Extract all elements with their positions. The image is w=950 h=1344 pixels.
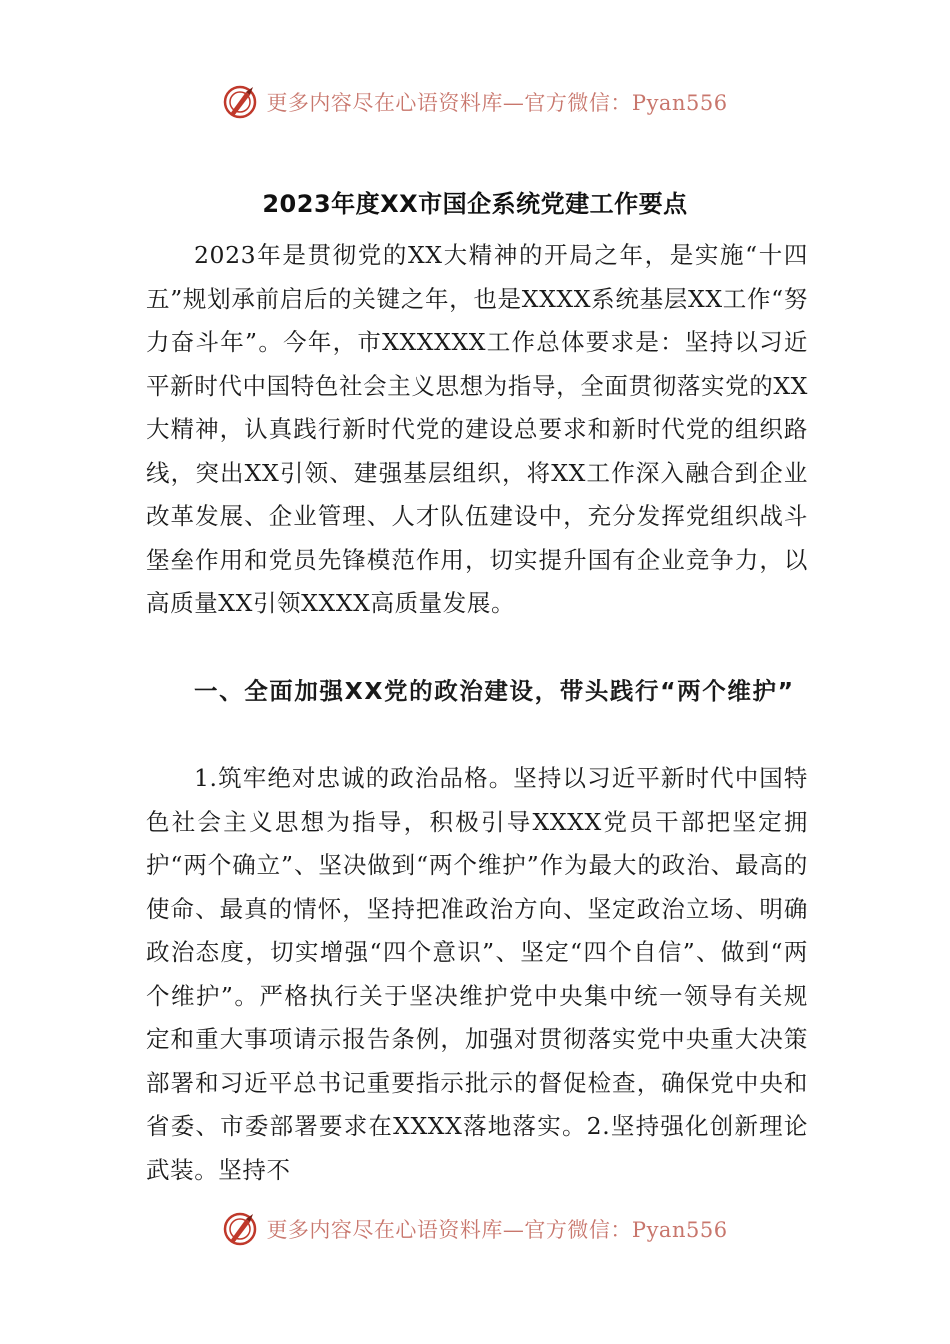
watermark-banner-bottom: [0, 1207, 950, 1251]
document-title: 2023年度XX市国企系统党建工作要点: [262, 190, 688, 219]
section-heading: 一、全面加强XX党的政治建设，带头践行“两个维护”: [194, 677, 795, 705]
intro-paragraph: 2023年是贯彻党的XX大精神的开局之年，是实施“十四五”规划承前启后的关键之年，也是XXXX系统基层XX工作“努力奋斗年”。今年，市XXXXXX工作总体要求是：坚持以习近平新时代中国特色社会主义思想为指导，全面贯彻落实党的XX大精神，认真践行新时代党的建设总要求和新时代党的组织路线，突出XX引领、建强基层组织，将XX工作深入融合到企业改革发展、企业管理、人才队伍建设中，充分发挥党组织战斗堡垒作用和党员先锋模范作用，切实提升国有企业竞争力，以高质量XX引领XXXX高质量发展。: [146, 241, 808, 617]
section-paragraph: 1.筑牢绝对忠诚的政治品格。坚持以习近平新时代中国特色社会主义思想为指导，积极引导XXXX党员干部把坚定拥护“两个确立”、坚决做到“两个维护”作为最大的政治、最高的使命、最真的情怀，坚持把准政治方向、坚定政治立场、明确政治态度，切实增强“四个意识”、坚定“四个自信”、做到“两个维护”。严格执行关于坚决维护党中央集中统一领导有关规定和重大事项请示报告条例，加强对贯彻落实党中央重大决策部署和习近平总书记重要指示批示的督促检查，确保党中央和省委、市委部署要求在XXXX落地落实。2.坚持强化创新理论武装。坚持不: [146, 764, 808, 1184]
quill-pen-logo-icon: [222, 1211, 258, 1247]
watermark-text: 更多内容尽在心语资料库—官方微信：Pyan556: [266, 91, 728, 115]
quill-pen-logo-icon: [222, 84, 258, 120]
watermark-text: 更多内容尽在心语资料库—官方微信：Pyan556: [266, 1218, 728, 1242]
watermark-banner-top: [0, 80, 950, 124]
